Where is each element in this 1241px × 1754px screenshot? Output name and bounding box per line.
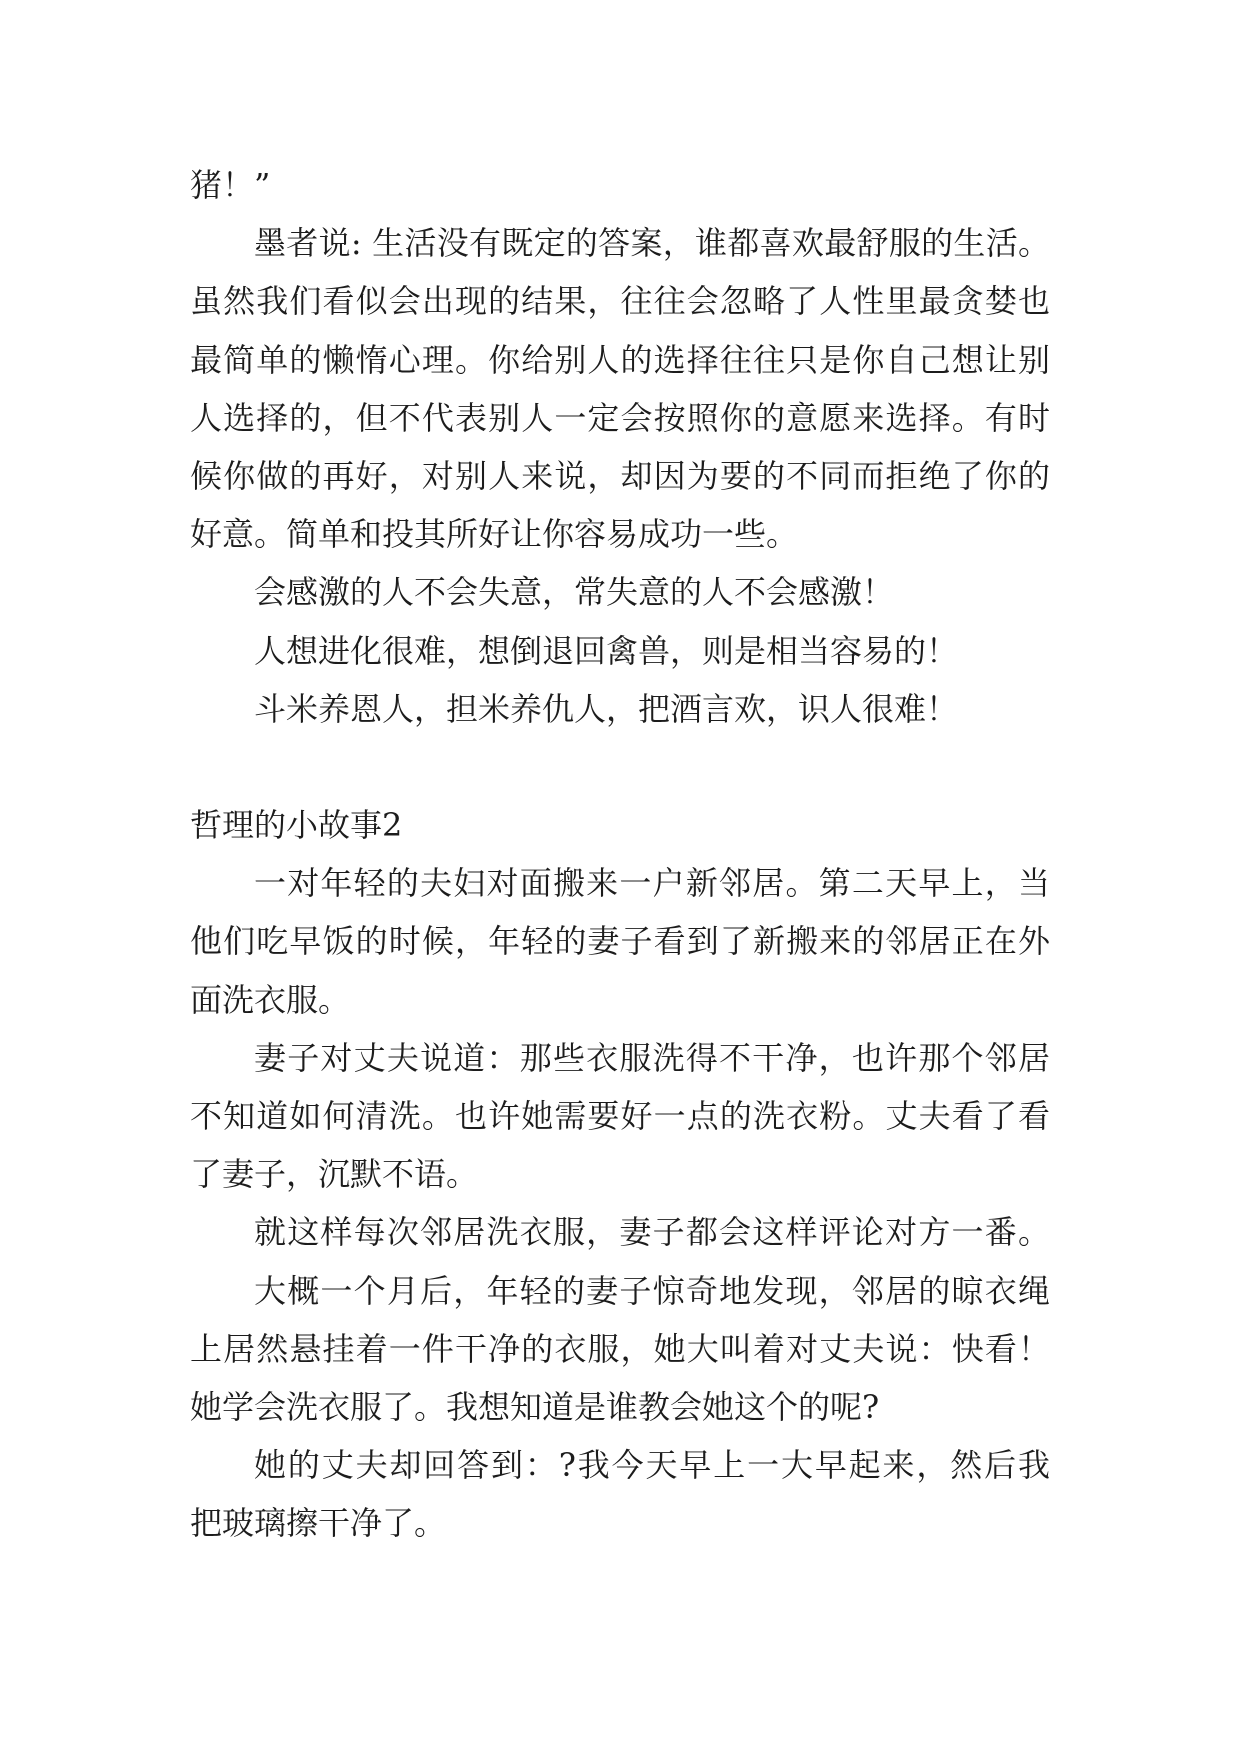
text-line: 斗米养恩人，担米养仇人，把酒言欢，识人很难！: [254, 689, 959, 728]
text-line: 不知道如何清洗。也许她需要好一点的洗衣粉。丈夫看了看: [190, 1097, 1050, 1135]
text-line: 了妻子，沉默不语。: [190, 1155, 479, 1194]
paragraph: [190, 563, 1050, 621]
text-line: 好意。简单和投其所好让你容易成功一些。: [190, 515, 799, 554]
paragraph: [190, 622, 1050, 680]
text-line: 她学会洗衣服了。我想知道是谁教会她这个的呢?: [190, 1387, 880, 1426]
text-line: 把玻璃擦干净了。: [190, 1504, 447, 1543]
text-line: 妻子对丈夫说道：那些衣服洗得不干净，也许那个邻居: [254, 1038, 1050, 1077]
text-line: 候你做的再好，对别人来说，却因为要的不同而拒绝了你的: [190, 456, 1050, 495]
text-line: 他们吃早饭的时候，年轻的妻子看到了新搬来的邻居正在外: [190, 922, 1050, 961]
text-line: 她的丈夫却回答到：?我今天早上一大早起来，然后我: [254, 1446, 1050, 1485]
paragraph: [190, 1029, 1050, 1204]
paragraph: [190, 1203, 1050, 1261]
paragraph: [190, 854, 1050, 1029]
paragraph: [190, 680, 1050, 738]
text-line: 人想进化很难，想倒退回禽兽，则是相当容易的！: [254, 631, 959, 670]
text-line: 墨者说: 生活没有既定的答案，谁都喜欢最舒服的生活。: [254, 224, 1050, 263]
paragraph: [190, 1262, 1050, 1437]
text-line: 猪！”: [190, 166, 271, 204]
text-line: 最简单的懒惰心理。你给别人的选择往往只是你自己想让别: [190, 340, 1050, 379]
text-line: 面洗衣服。: [190, 980, 351, 1019]
text-line: 虽然我们看似会出现的结果，往往会忽略了人性里最贪婪也: [190, 282, 1050, 321]
paragraph: [190, 1436, 1050, 1552]
text-line: 大概一个月后，年轻的妻子惊奇地发现，邻居的晾衣绳: [254, 1271, 1050, 1310]
paragraph: [190, 214, 1050, 563]
document-page: [190, 156, 1050, 1553]
paragraph: [190, 156, 1050, 214]
text-line: 上居然悬挂着一件干净的衣服，她大叫着对丈夫说：快看！: [190, 1329, 1050, 1368]
text-line: 人选择的，但不代表别人一定会按照你的意愿来选择。有时: [190, 398, 1050, 437]
text-line: 会感激的人不会失意，常失意的人不会感激！: [254, 573, 895, 612]
text-line: 就这样每次邻居洗衣服，妻子都会这样评论对方一番。: [254, 1213, 1050, 1252]
text-line: 一对年轻的夫妇对面搬来一户新邻居。第二天早上，当: [254, 864, 1050, 903]
section-heading: 哲理的小故事2: [190, 806, 403, 845]
